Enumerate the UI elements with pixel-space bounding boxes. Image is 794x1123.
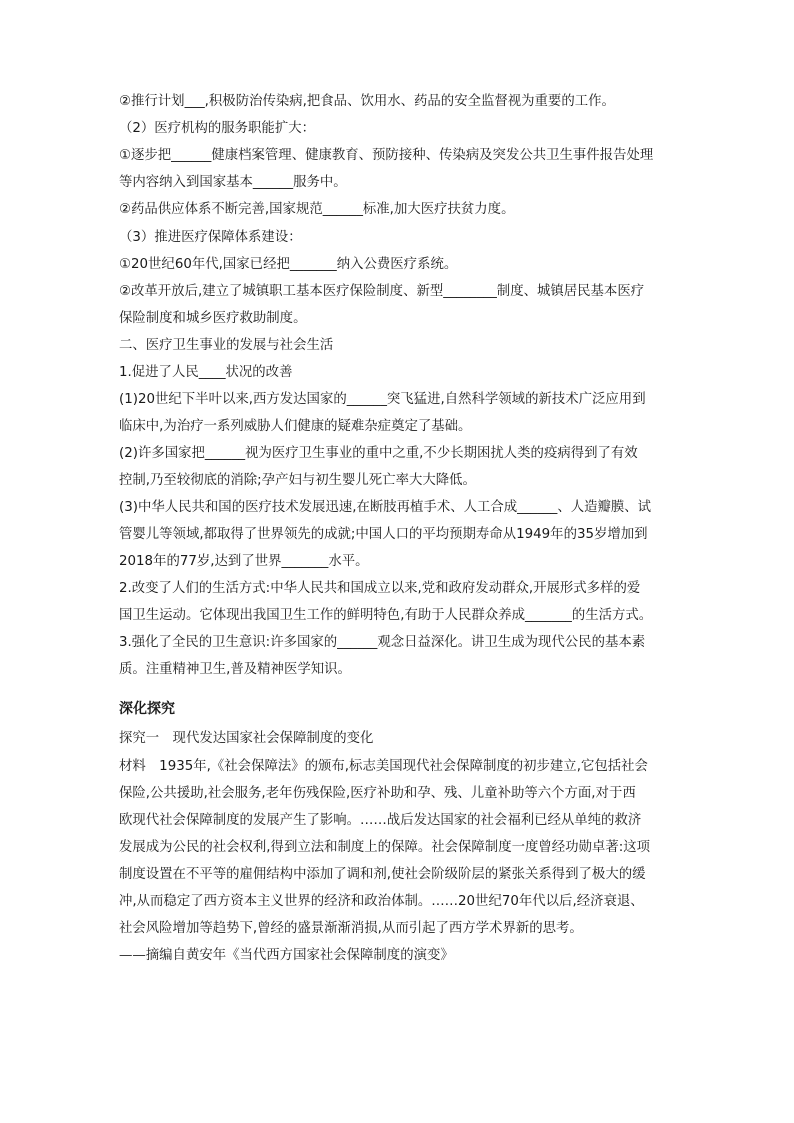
text-line: (2)许多国家把______视为医疗卫生事业的重中之重,不少长期困扰人类的疫病得到了有效 — [119, 446, 638, 461]
text-line: 临床中,为治疗一系列威胁人们健康的疑难杂症奠定了基础。 — [119, 419, 472, 434]
text-line: 管婴儿等领域,都取得了世界领先的成就;中国人口的平均预期寿命从1949年的35岁增加到 — [119, 527, 648, 542]
text-line: 冲,从而稳定了西方资本主义世界的经济和政治体制。……20世纪70年代以后,经济衰退、 — [119, 894, 644, 909]
text-line: 2018年的77岁,达到了世界_______水平。 — [119, 554, 369, 569]
source-citation: ——摘编自黄安年《当代西方国家社会保障制度的演变》 — [119, 948, 454, 963]
text-line: （3）推进医疗保障体系建设： — [119, 230, 302, 245]
text-line: 社会风险增加等趋势下,曾经的盛景渐渐消损,从而引起了西方学术界新的思考。 — [119, 921, 583, 936]
text-line: 质。注重精神卫生,普及精神医学知识。 — [119, 662, 351, 677]
text-line: ①20世纪60年代,国家已经把_______纳入公费医疗系统。 — [119, 257, 458, 272]
text-line: (3)中华人民共和国的医疗技术发展迅速,在断肢再植手术、人工合成______、人造瓣膜、试 — [119, 500, 652, 515]
subsection-heading: 探究一 现代发达国家社会保障制度的变化 — [119, 731, 374, 746]
text-line: (1)20世纪下半叶以来,西方发达国家的______突飞猛进,自然科学领域的新技术广泛应用到 — [119, 392, 646, 407]
text-line: 控制,乃至较彻底的消除;孕产妇与初生婴儿死亡率大大降低。 — [119, 473, 476, 488]
text-line: 保险,公共援助,社会服务,老年伤残保险,医疗补助和孕、残、儿童补助等六个方面,对于西 — [119, 786, 636, 801]
text-line: 发展成为公民的社会权利,得到立法和制度上的保障。社会保障制度一度曾经功勋卓著:这项 — [119, 840, 650, 855]
text-line: 等内容纳入到国家基本______服务中。 — [119, 175, 347, 190]
text-line: 国卫生运动。它体现出我国卫生工作的鲜明特色,有助于人民群众养成_______的生活方式。 — [119, 608, 653, 623]
text-line: 3.强化了全民的卫生意识:许多国家的______观念日益深化。讲卫生成为现代公民的基本素 — [119, 635, 646, 650]
text-line: 欧现代社会保障制度的发展产生了影响。……战后发达国家的社会福利已经从单纯的救济 — [119, 813, 642, 828]
text-line: ②药品供应体系不断完善,国家规范______标准,加大医疗扶贫力度。 — [119, 202, 515, 217]
text-line: 保险制度和城乡医疗救助制度。 — [119, 311, 307, 326]
text-line: 2.改变了人们的生活方式:中华人民共和国成立以来,党和政府发动群众,开展形式多样的爱 — [119, 581, 641, 596]
text-line: ①逐步把______健康档案管理、健康教育、预防接种、传染病及突发公共卫生事件报告处理 — [119, 148, 654, 163]
text-line: 制度设置在不平等的雇佣结构中添加了调和剂,使社会阶级阶层的紧张关系得到了极大的缓 — [119, 867, 646, 882]
section-heading: 二、医疗卫生事业的发展与社会生活 — [119, 338, 334, 353]
text-line: （2）医疗机构的服务职能扩大： — [119, 121, 315, 136]
text-line: 1.促进了人民____状况的改善 — [119, 365, 293, 380]
text-line: ②推行计划___,积极防治传染病,把食品、饮用水、药品的安全监督视为重要的工作。 — [119, 94, 615, 109]
text-line: 材料 1935年,《社会保障法》的颁布,标志美国现代社会保障制度的初步建立,它包括社会 — [119, 759, 648, 774]
text-line: ②改革开放后,建立了城镇职工基本医疗保险制度、新型________制度、城镇居民基本医疗 — [119, 284, 645, 299]
section-heading-bold: 深化探究 — [119, 701, 175, 717]
